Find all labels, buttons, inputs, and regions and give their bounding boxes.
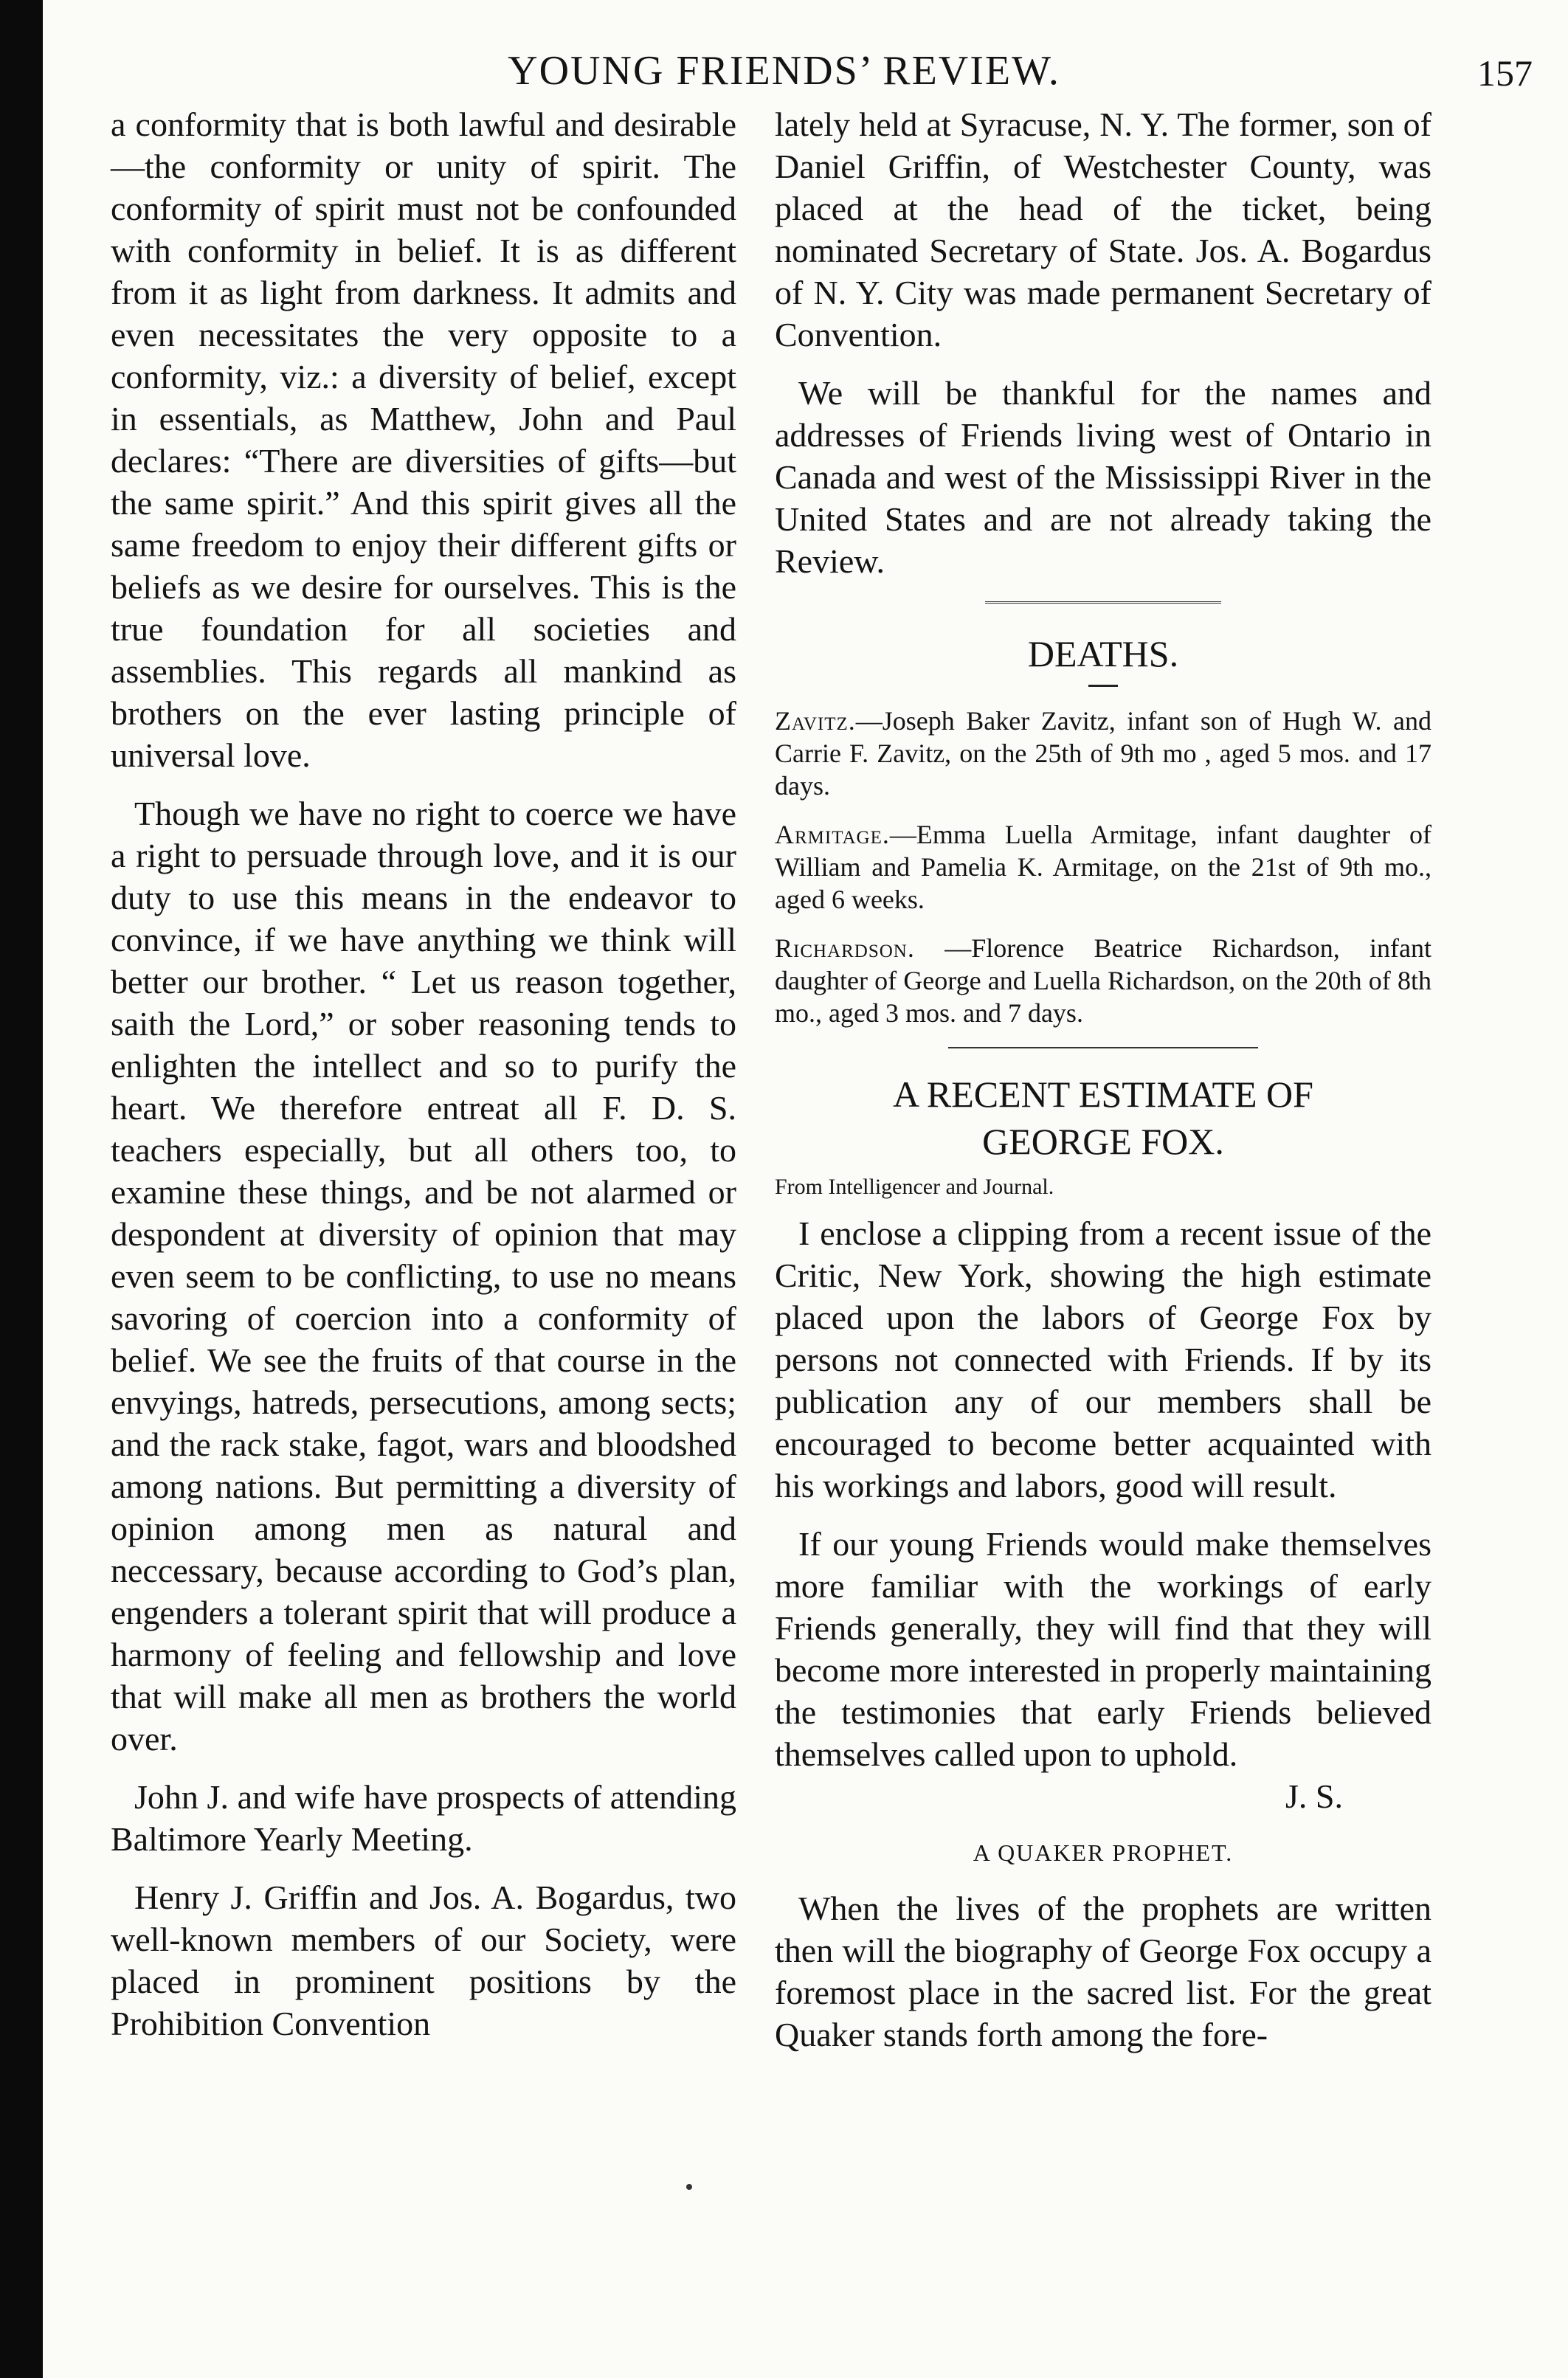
- article-paragraph: If our young Friends would make themselves more familiar with the workings of early Friends generally, they will find that they will become more interested in properly maintaining the testimonies that early Friends believed themselves called upon to uphold.: [775, 1525, 1431, 1773]
- death-surname: Armitage.: [775, 820, 890, 849]
- signature-line: [775, 1775, 1431, 1817]
- prophet-heading: A QUAKER PROPHET.: [973, 1839, 1234, 1866]
- running-title: YOUNG FRIENDS’ REVIEW.: [508, 48, 1060, 94]
- deaths-heading: DEATHS.: [1027, 633, 1179, 674]
- death-text: —Joseph Baker Zavitz, infant son of Hugh W. and Carrie F. Zavitz, on the 25th of 9th mo , aged 5 mos. and 17 days.: [775, 706, 1431, 801]
- right-column: [775, 103, 1431, 2072]
- death-surname: Zavitz.: [775, 706, 856, 736]
- article-heading-line2: GEORGE FOX.: [982, 1121, 1224, 1162]
- article-paragraph: When the lives of the prophets are written then will the biography of George Fox occupy a foremost place in the sacred list. For the great Quaker stands forth among the fore-: [775, 1890, 1431, 2053]
- page-header: [0, 41, 1568, 100]
- death-notice: [775, 818, 1431, 916]
- death-notice: [775, 705, 1431, 802]
- ink-speck: [686, 2184, 692, 2190]
- left-column: [111, 103, 736, 2061]
- news-item: John J. and wife have prospects of attending Baltimore Yearly Meeting.: [111, 1778, 736, 1858]
- page-number: 157: [1477, 52, 1533, 94]
- notice-paragraph: We will be thankful for the names and addresses of Friends living west of Ontario in Canada and west of the Mississippi River in the United States and are not already taking the Review.: [775, 374, 1431, 580]
- article-heading: [775, 1071, 1431, 1165]
- article-paragraph: I enclose a clipping from a recent issue of the Critic, New York, showing the high estimate placed upon the labors of George Fox by persons not connected with Friends. If by its publication any of our members shall be encouraged to become better acquainted with his workings and labors, good will result.: [775, 1214, 1431, 1504]
- death-surname: Richardson.: [775, 933, 915, 963]
- article-source: From Intelligencer and Journal.: [775, 1175, 1054, 1199]
- death-notice: [775, 932, 1431, 1029]
- body-paragraph: a conformity that is both lawful and desirable—the conformity or unity of spirit. The conformity of spirit must not be confounded with conformity in belief. It is as different from it as light from darkness. It admits and even necessitates the very opposite to a conformity, viz.: a diversity of belief, except in essentials, as Matthew, John and Paul declares: “There are diversities of gifts—but the same spirit.” And this spirit gives all the same freedom to enjoy their different gifts or beliefs as we desire for ourselves. This is the true foundation for all societies and assemblies. This regards all mankind as brothers on the ever lasting principle of universal love.: [111, 106, 736, 774]
- body-paragraph: lately held at Syracuse, N. Y. The former, son of Daniel Griffin, of Westchester County, was placed at the head of the ticket, being nominated Secretary of State. Jos. A. Bogardus of N. Y. City was made permanent Secretary of Convention.: [775, 106, 1431, 353]
- section-divider: [948, 1047, 1258, 1048]
- news-item: Henry J. Griffin and Jos. A. Bogardus, two well-known members of our Society, were placed in prominent positions by the Prohibition Convention: [111, 1878, 736, 2042]
- death-text: —Florence Beatrice Richardson, infant daughter of George and Luella Richardson, on the 20th of 8th mo., aged 3 mos. and 7 days.: [775, 933, 1431, 1028]
- section-divider: [985, 601, 1221, 608]
- body-paragraph: Though we have no right to coerce we have a right to persuade through love, and it is our duty to use this means in the endeavor to convince, if we have anything we think will better our brother. “ Let us reason together, saith the Lord,” or sober reasoning tends to enlighten the intellect and so to purify the heart. We therefore entreat all F. D. S. teachers especially, but all others too, to examine these things, and be not alarmed or despondent at diversity of opinion that may even seem to be conflicting, to use no means savoring of coercion into a conformity of belief. We see the fruits of that course in the envyings, hatreds, persecutions, among sects; and the rack stake, fagot, wars and bloodshed among nations. But permitting a diversity of opinion among men as natural and neccessary, because according to God’s plan, engenders a tolerant spirit that will produce a harmony of feeling and fellowship and love that will make all men as brothers the world over.: [111, 795, 736, 1757]
- heading-rule: [1088, 685, 1118, 687]
- death-text: —Emma Luella Armitage, infant daughter of William and Pamelia K. Armitage, on the 21st of 9th mo., aged 6 weeks.: [775, 820, 1431, 914]
- article-heading-line1: A RECENT ESTIMATE OF: [893, 1074, 1313, 1115]
- signature: J. S.: [1285, 1777, 1343, 1815]
- binding-edge: [0, 0, 43, 2378]
